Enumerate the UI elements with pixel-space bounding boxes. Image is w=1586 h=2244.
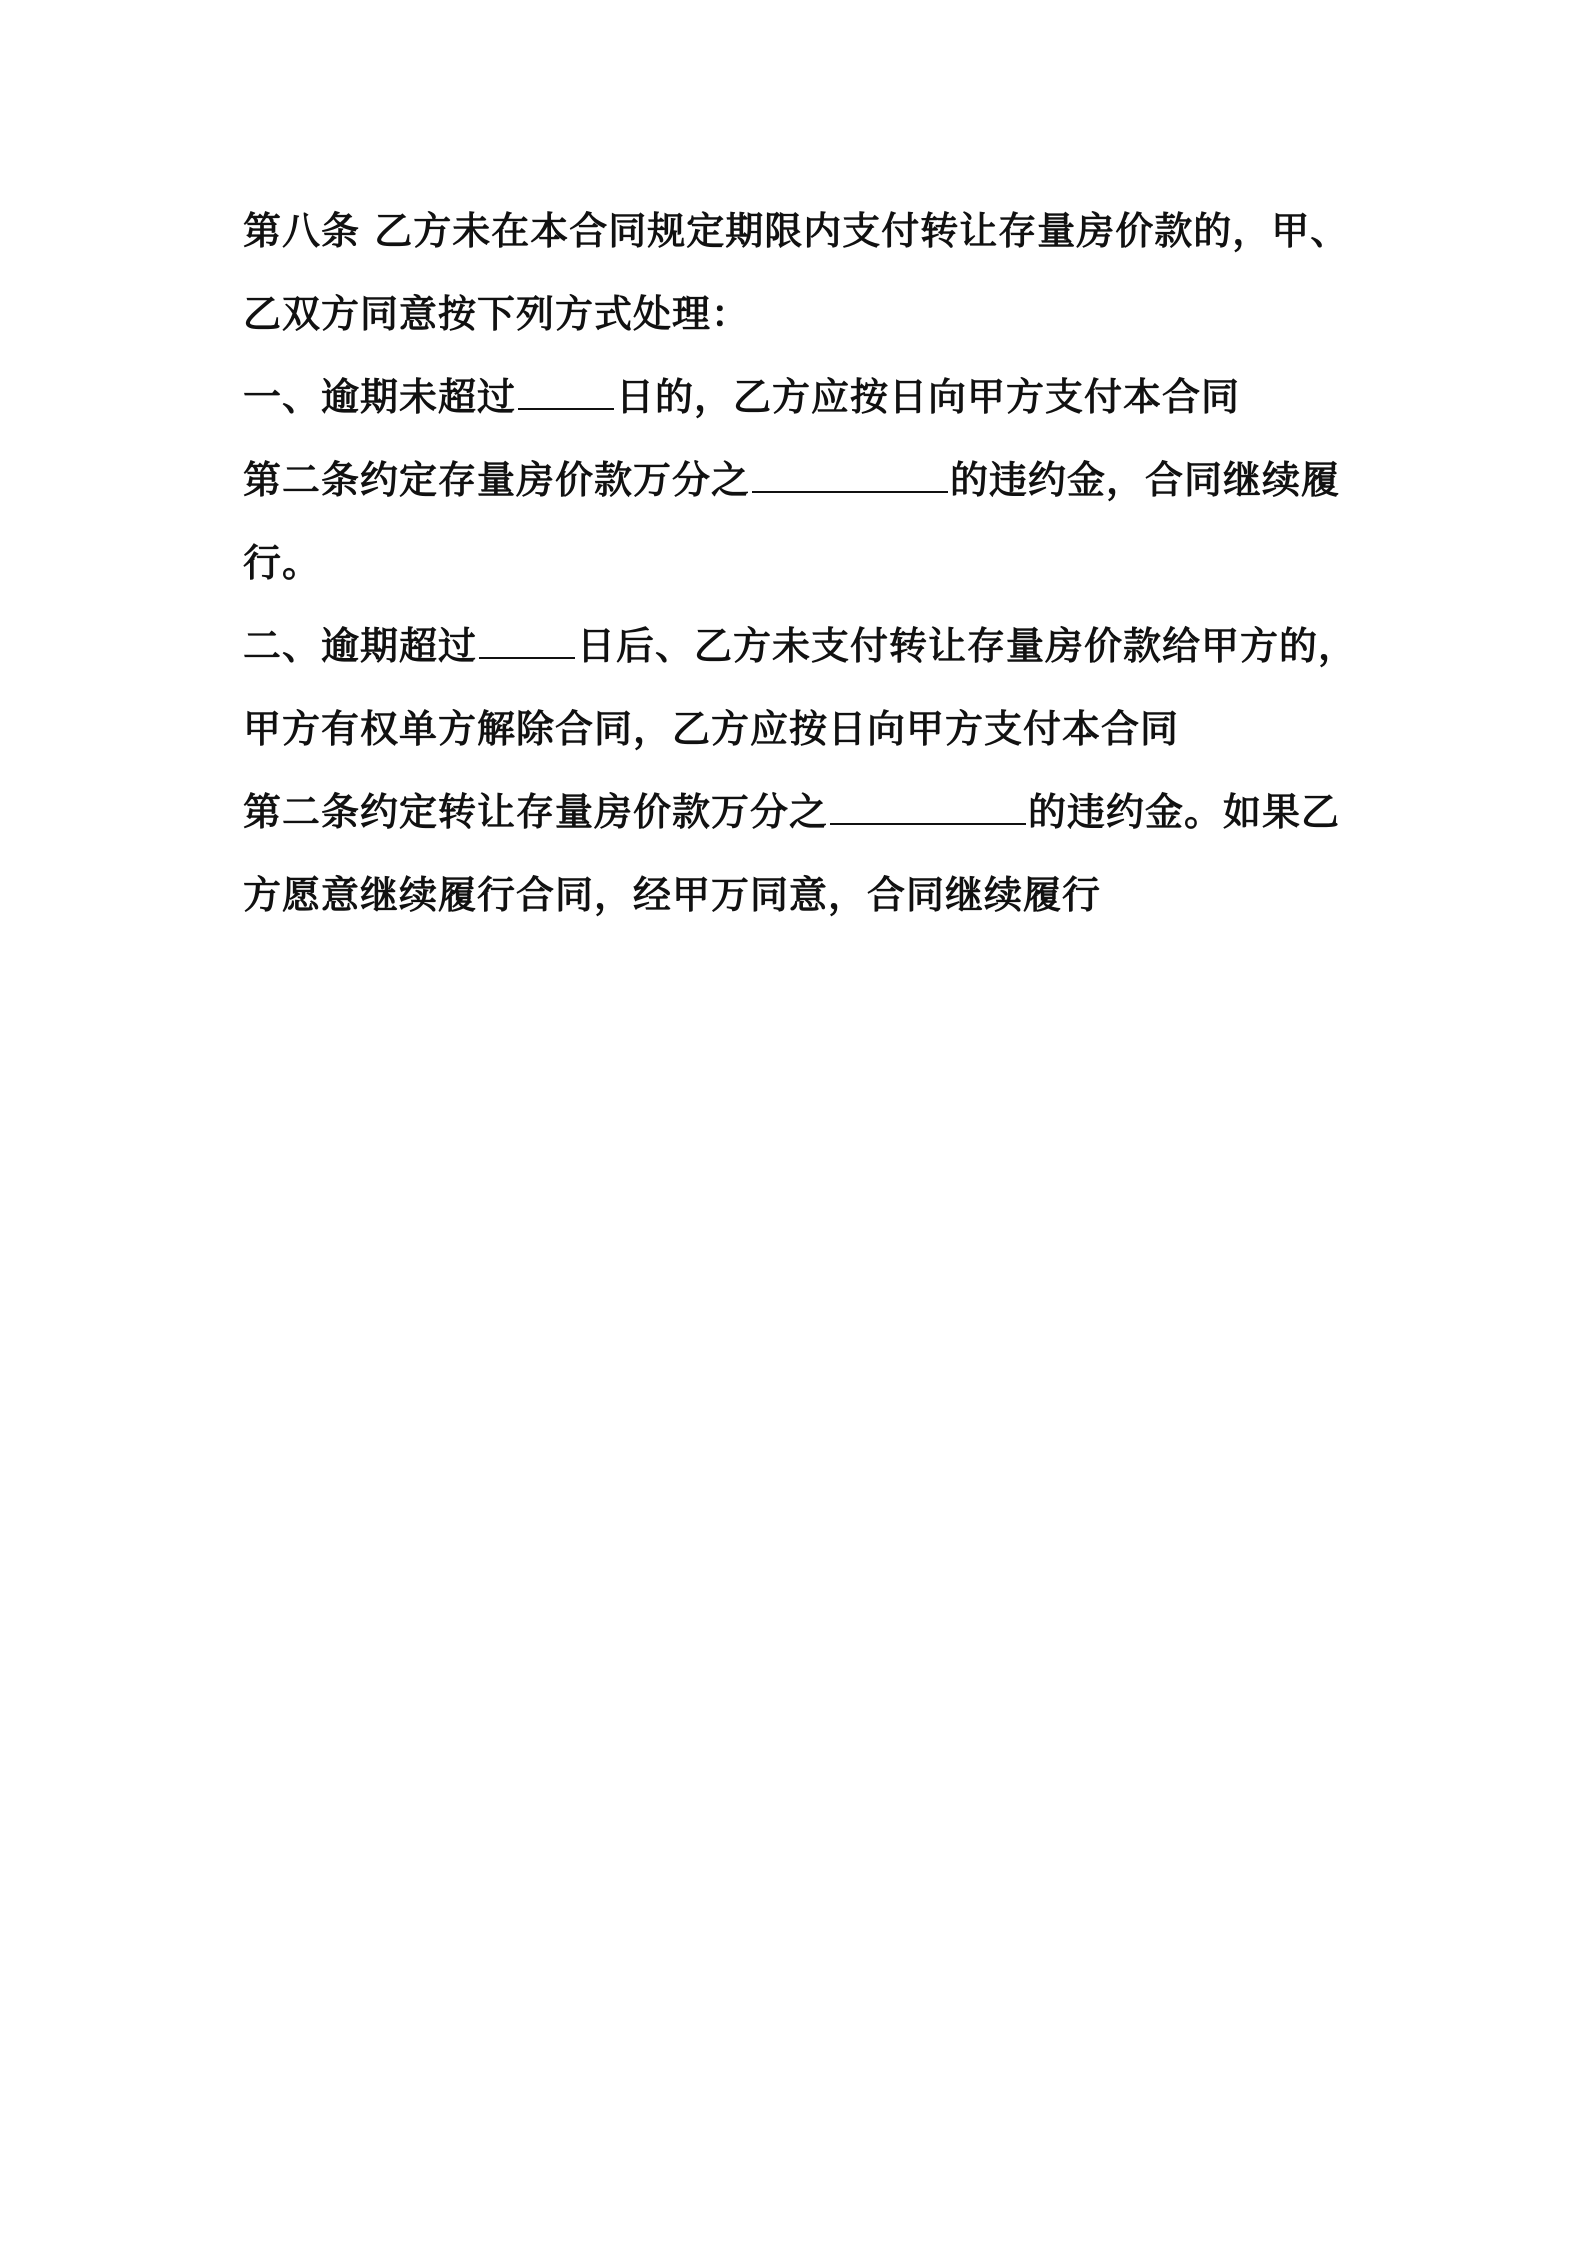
text-segment: 日后、乙方未支付转让存量房价款给甲方的， (577, 624, 1358, 668)
text-segment: 的违约金。如果乙 (1028, 790, 1341, 834)
fill-in-blank-days (518, 366, 614, 410)
text-line-8 (243, 777, 1373, 860)
text-line-1 (243, 196, 1373, 279)
text-line-5 (243, 528, 1373, 611)
text-line-4 (243, 445, 1373, 528)
text-segment: 甲方有权单方解除合同，乙方应按日向甲方支付本合同 (243, 707, 1180, 751)
fill-in-blank-rate (752, 449, 948, 493)
contract-clause-article-8 (243, 196, 1373, 943)
fill-in-blank-days (479, 615, 575, 659)
text-line-2 (243, 279, 1373, 362)
text-line-3 (243, 362, 1373, 445)
text-line-6 (243, 611, 1373, 694)
text-segment: 一、逾期未超过 (243, 375, 517, 419)
text-line-9 (243, 860, 1373, 943)
text-segment: 第二条约定存量房价款万分之 (243, 458, 751, 502)
text-segment: 行。 (243, 541, 322, 585)
text-segment: 第二条约定转让存量房价款万分之 (243, 790, 829, 834)
text-line-7 (243, 694, 1373, 777)
text-segment: 第八条 乙方未在本合同规定期限内支付转让存量房价款的，甲、 (243, 209, 1350, 253)
text-segment: 的违约金，合同继续履 (950, 458, 1341, 502)
text-segment: 日的，乙方应按日向甲方支付本合同 (616, 375, 1241, 419)
fill-in-blank-rate (830, 781, 1026, 825)
text-segment: 乙双方同意按下列方式处理： (243, 292, 751, 336)
text-segment: 方愿意继续履行合同，经甲万同意，合同继续履行 (243, 873, 1102, 917)
text-segment: 二、逾期超过 (243, 624, 478, 668)
